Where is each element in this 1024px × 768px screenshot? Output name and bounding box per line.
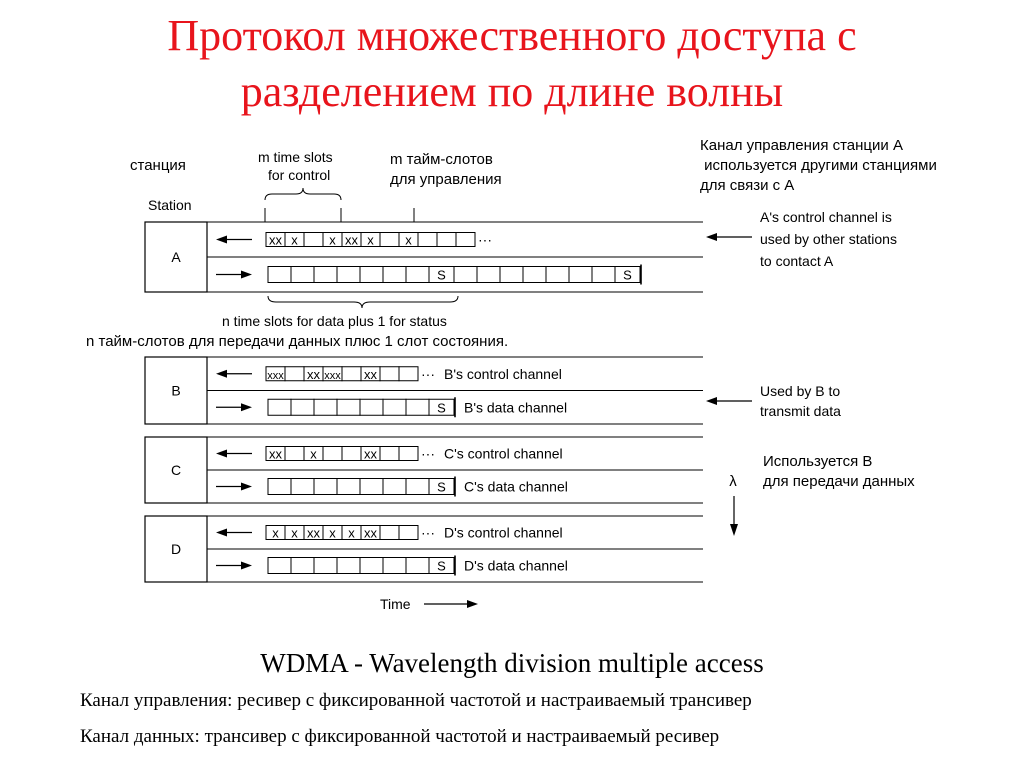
control-slots-brace [265,188,341,200]
station-b-data-slot [314,399,337,415]
station-a-data-slot [406,267,429,283]
station-d-control-arrow-head [216,529,227,537]
station-c-control-slot [380,447,399,461]
station-b-control-slot-mark: xx [307,366,320,382]
title-line-2: разделением по длине волны [240,67,784,116]
n-slots-ru-label: n тайм-слотов для передачи данных плюс 1 слот состояния. [86,333,509,350]
station-b-control-slot [342,367,361,381]
a-control-ru-line-2: используется другими станциями [700,157,937,174]
a-note-line-3: to contact A [760,253,834,269]
station-c-data-slot [406,479,429,495]
b-note-arrow-head [706,397,717,405]
station-b-data-slot [268,399,291,415]
station-b-control-slot [399,367,418,381]
data-channel-description: Канал данных: трансивер с фиксированной частотой и настраиваемый ресивер [80,726,720,747]
station-a-control-slot-mark: x [405,232,412,248]
station-d-control-slot-mark: x [272,525,279,541]
a-note-line-1: A's control channel is [760,209,892,225]
used-by-b-ru-line-2: для передачи данных [763,473,915,490]
m-slots-label-2: for control [268,167,331,183]
station-c-control-slot [323,447,342,461]
station-a-data-slot [569,267,592,283]
station-c-status-slot-label: S [437,479,446,495]
station-a-status-slot-label: S [437,267,446,283]
station-a-control-ellipsis: ··· [478,231,492,248]
station-d-control-slot-mark: x [329,525,336,541]
station-d-name: D [170,541,182,557]
station-a-data-slot [360,267,383,283]
station-d-control-slot [380,526,399,540]
station-a-name: A [171,249,181,265]
station-b-status-slot-label: S [437,400,446,416]
station-a-control-arrow-head [216,236,227,244]
time-axis-arrow-head [467,600,478,608]
station-c-data-slot [337,479,360,495]
station-b-data-slot [360,399,383,415]
station-b-control-slot-mark: xx [364,366,377,382]
station-c-control-slot [342,447,361,461]
wdma-caption: WDMA - Wavelength division multiple access [260,648,764,678]
station-d-data-slot [383,558,406,574]
station-b-control-label: B's control channel [444,365,562,382]
station-b-control-arrow-head [216,370,227,378]
used-by-b-ru-note [763,452,915,492]
station-c-data-slot [383,479,406,495]
a-note-line-2: used by other stations [760,231,897,247]
station-d-data-slot [337,558,360,574]
station-a-control-slot-mark: x [367,232,374,248]
station-d-control-slot-mark: x [291,525,298,541]
station-a-control-slot [304,233,323,247]
station-b-data-slot [383,399,406,415]
station-c-control-slot-mark: xx [364,446,377,462]
a-control-ru-note [700,136,937,196]
station-d-data-slot [314,558,337,574]
n-slots-label: n time slots for data plus 1 for status [222,313,447,329]
station-a-control-slot [418,233,437,247]
m-slots-ru-label [390,150,502,190]
station-c-control-slot [285,447,304,461]
station-a-control-slot [456,233,475,247]
data-slots-brace [268,296,458,308]
used-by-b-ru-line-1: Используется В [763,453,873,470]
station-a-data-arrow-head [241,271,252,279]
station-a-control-slot [437,233,456,247]
station-c-control-label: C's control channel [444,445,563,462]
station-a-control-slot-mark: xx [345,232,358,248]
station-a-data-slot [314,267,337,283]
station-a-data-slot [337,267,360,283]
station-c-data-label: C's data channel [464,478,568,495]
control-channel-description: Канал управления: ресивер с фиксированной частотой и настраиваемый трансивер [80,690,752,711]
station-c-data-slot [291,479,314,495]
station-a-control-slot-mark: xx [269,232,282,248]
station-d-status-slot-label: S [437,558,446,574]
station-d-control-ellipsis: ··· [421,524,435,541]
station-b-data-slot [406,399,429,415]
station-c-control-slot [399,447,418,461]
station-b-control-slot [285,367,304,381]
station-c-data-slot [314,479,337,495]
station-a-data-slot [546,267,569,283]
station-c-control-slot-mark: xx [269,446,282,462]
station-b-control-slot-mark: xxx [324,369,341,382]
station-b-control-slot [380,367,399,381]
station-a-data-slot [523,267,546,283]
m-slots-ru-line-2: для управления [390,171,502,188]
station-d-control-slot-mark: xx [364,525,377,541]
b-note-line-1: Used by B to [760,383,841,399]
station-c-control-ellipsis: ··· [421,445,435,462]
station-b-name: B [171,382,181,399]
station-d-control-slot-mark: xx [307,525,320,541]
m-slots-label-1: m time slots [258,149,333,165]
time-label: Time [380,596,411,612]
station-d-data-slot [268,558,291,574]
station-b-data-slot [291,399,314,415]
title-line-1: Протокол множественного доступа с [167,11,857,60]
station-c-name: C [170,462,182,478]
a-control-ru-line-3: для связи с А [700,177,795,194]
station-c-data-slot [360,479,383,495]
station-a-data-slot [383,267,406,283]
station-d-data-arrow-head [241,562,252,570]
station-d-control-slot-mark: x [348,525,355,541]
station-ru-label: станция [130,157,186,174]
m-slots-ru-line-1: m тайм-слотов [390,151,493,168]
station-a-control-slot [380,233,399,247]
station-d-data-slot [360,558,383,574]
station-a-control-slot-mark: x [291,232,298,248]
station-a-data-slot [500,267,523,283]
station-a-data-slot [291,267,314,283]
a-note-arrow-head [706,233,717,241]
station-b-control-ellipsis: ··· [421,365,435,382]
station-d-data-slot [291,558,314,574]
station-a-data-slot [268,267,291,283]
lambda-axis-head [730,524,738,536]
station-d-control-label: D's control channel [444,524,563,541]
station-a-data-slot [592,267,615,283]
station-c-control-slot-mark: x [310,446,317,462]
station-d-data-label: D's data channel [464,557,568,574]
station-d-control-slot [399,526,418,540]
station-a-data-slot [454,267,477,283]
station-d-data-slot [406,558,429,574]
station-a-status-slot-label: S [623,267,632,283]
station-c-data-slot [268,479,291,495]
station-c-control-arrow-head [216,450,227,458]
station-b-data-label: B's data channel [464,399,568,416]
station-b-data-arrow-head [241,403,252,411]
station-a-control-slot-mark: x [329,232,336,248]
lambda-label: λ [729,473,737,490]
station-a-data-slot [477,267,500,283]
a-control-ru-line-1: Канал управления станции А [700,137,903,154]
station-b-control-slot-mark: xxx [267,369,284,382]
station-header: Station [148,197,192,213]
b-note-line-2: transmit data [760,403,841,419]
station-c-data-arrow-head [241,483,252,491]
station-b-data-slot [337,399,360,415]
